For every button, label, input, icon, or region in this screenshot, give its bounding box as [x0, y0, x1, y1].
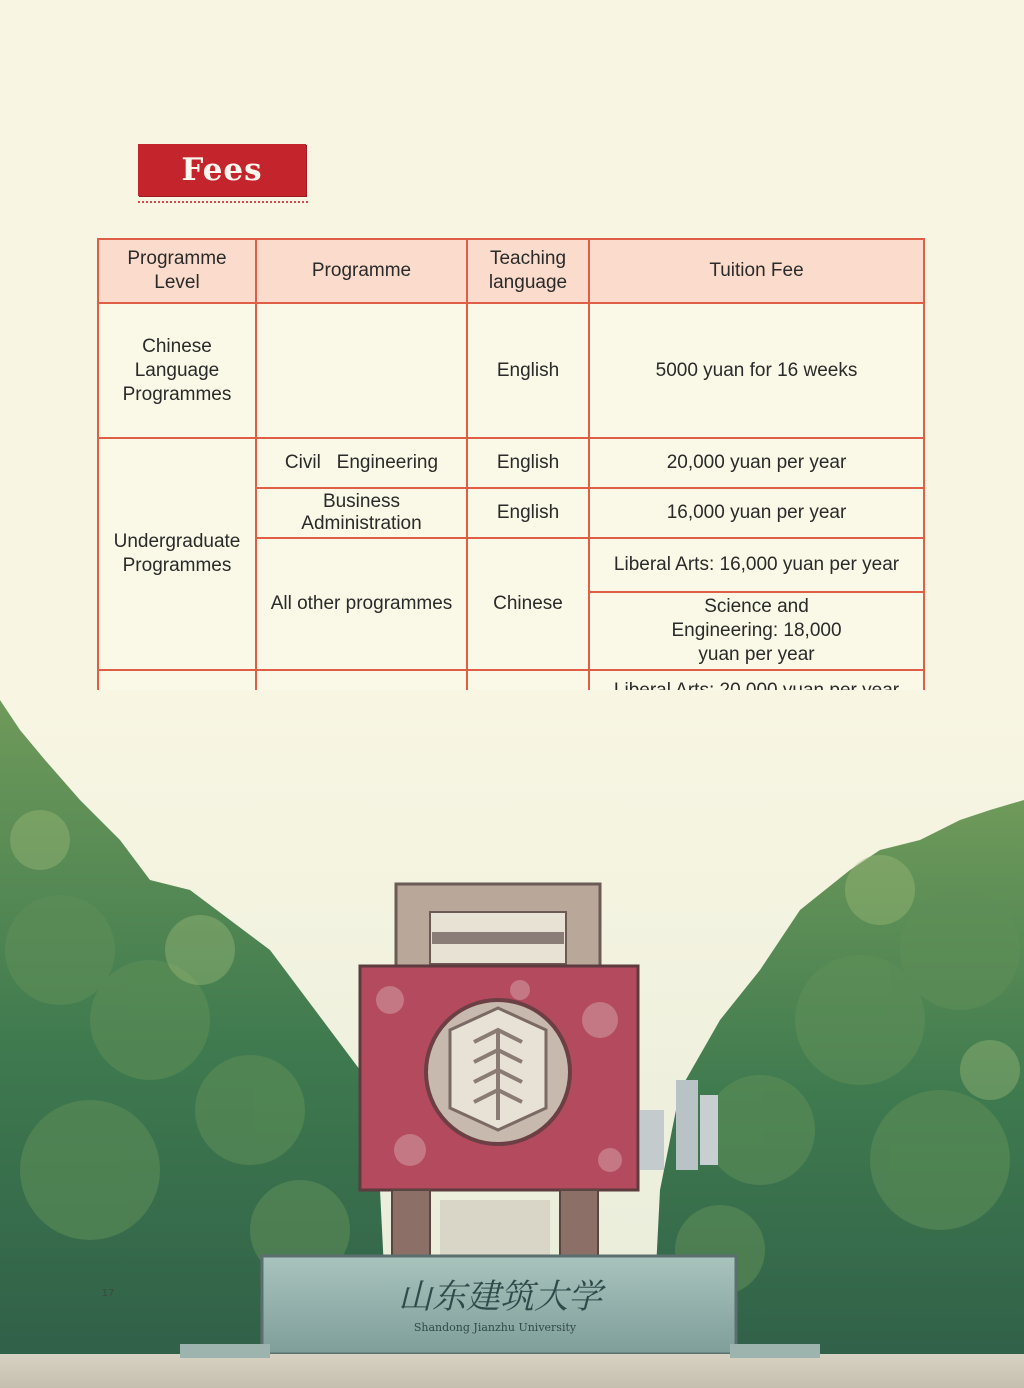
- ground: [0, 1354, 1024, 1388]
- fee-civil-engineering: 20,000 yuan per year: [589, 438, 924, 488]
- level-chinese-language: Chinese Language Programmes: [98, 303, 256, 438]
- header-programme: Programme: [256, 239, 467, 303]
- language-chinese-language: English: [467, 303, 589, 438]
- fee-chinese-language: 5000 yuan for 16 weeks: [589, 303, 924, 438]
- monument-subtitle: Shandong Jianzhu University: [413, 1321, 577, 1334]
- table-header-row: [98, 239, 924, 303]
- programme-chinese-language: [256, 303, 467, 438]
- programme-all-other: All other programmes: [256, 538, 467, 670]
- language-all-other: Chinese: [467, 538, 589, 670]
- page-number: 17: [101, 1288, 115, 1299]
- language-business-administration: English: [467, 488, 589, 538]
- language-civil-engineering: English: [467, 438, 589, 488]
- heading-underline: [138, 201, 308, 203]
- table-row: [98, 303, 924, 438]
- campus-monument-illustration: [0, 690, 1024, 1388]
- programme-civil-engineering: Civil Engineering: [256, 438, 467, 488]
- table-row: [98, 438, 924, 488]
- fee-business-administration: 16,000 yuan per year: [589, 488, 924, 538]
- fee-ug-liberal-arts: Liberal Arts: 16,000 yuan per year: [589, 538, 924, 592]
- header-tuition-fee: Tuition Fee: [589, 239, 924, 303]
- header-teaching-language: Teaching language: [467, 239, 589, 303]
- fee-ug-science-engineering: Science and Engineering: 18,000 yuan per year: [589, 592, 924, 670]
- level-undergraduate: Undergraduate Programmes: [98, 438, 256, 670]
- header-programme-level: Programme Level: [98, 239, 256, 303]
- monument-inscription: 山东建筑大学: [398, 1277, 602, 1317]
- fees-heading: Fees: [138, 144, 306, 196]
- programme-business-administration: Business Administration: [256, 488, 467, 538]
